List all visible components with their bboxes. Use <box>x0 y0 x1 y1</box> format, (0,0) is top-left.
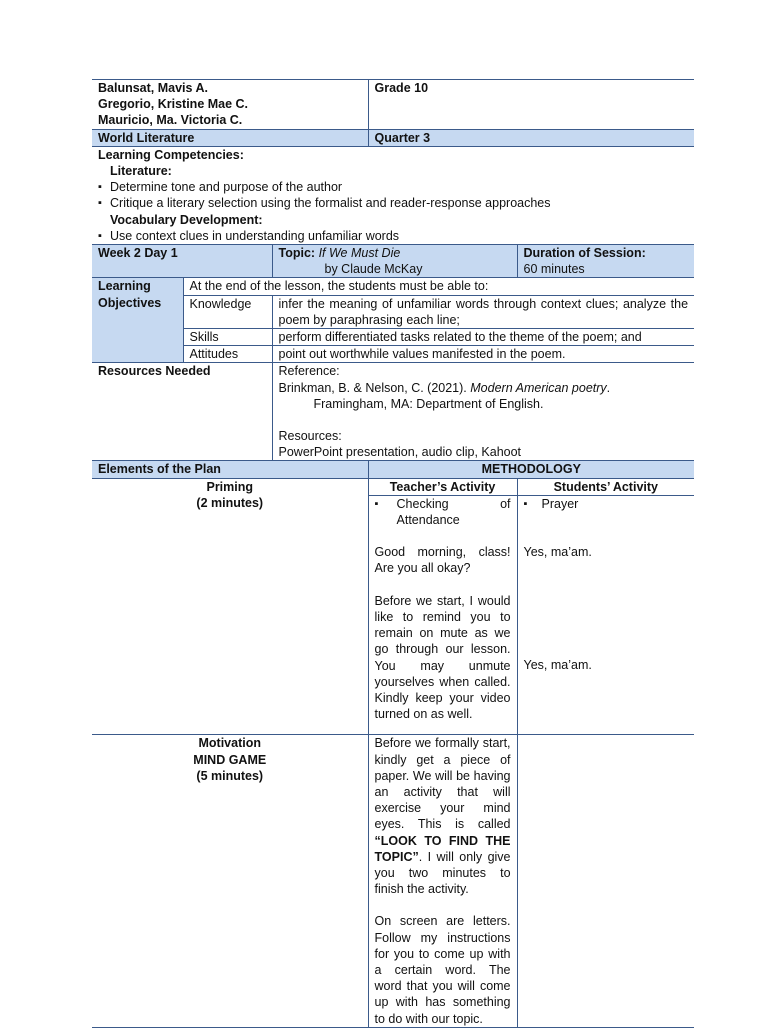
literature-label: Literature: <box>110 164 172 179</box>
reference-title: Modern American poetry <box>470 380 607 395</box>
lesson-plan-page <box>92 79 694 1028</box>
authors-cell <box>92 80 368 130</box>
objective-text: point out worthwhile values manifested in the poem. <box>272 346 694 363</box>
priming-header-row <box>92 478 694 495</box>
author-name: Balunsat, Mavis A. <box>98 81 208 95</box>
motivation-row <box>92 735 694 1027</box>
topic-title: If We Must Die <box>318 246 401 261</box>
motivation-paragraph: Before we formally start, kindly get a piece of paper. We will be having an activity that will exercise your mind eyes. This is called “LOOK TO FIND THE TOPIC”. I will only give you two minutes to finish the activity. <box>374 736 511 897</box>
objective-text: infer the meaning of unfamiliar words through context clues; analyze the poem by paraphrasing each line; <box>272 295 694 328</box>
duration-label: Duration of Session: <box>523 246 646 261</box>
priming-students-cell <box>517 495 694 734</box>
motivation-subtitle: MIND GAME <box>193 752 267 767</box>
lesson-plan-table <box>92 79 694 1028</box>
header-row <box>92 80 694 130</box>
topic-author: by Claude McKay <box>324 262 423 277</box>
motivation-paragraph: On screen are letters. Follow my instructions for you to come up with a certain word. The word that you will come up with has something to do with our topic. <box>374 914 511 1026</box>
week-day-label: Week 2 Day 1 <box>92 245 272 278</box>
objectives-intro-row <box>92 278 694 295</box>
vocab-label: Vocabulary Development: <box>110 212 263 227</box>
resources-text: PowerPoint presentation, audio clip, Kahoot <box>278 445 522 460</box>
activity-name: “LOOK TO FIND THE TOPIC” <box>374 833 511 864</box>
topic-cell <box>272 245 517 278</box>
subject-row <box>92 129 694 146</box>
resources-cell <box>272 363 694 461</box>
priming-title: Priming <box>206 479 254 494</box>
priming-teacher-reminder: Before we start, I would like to remind you to remain on mute as we go through our lesson. You may unmute yourselves when called. Kindly keep your video turned on as well. <box>374 593 511 722</box>
author-name: Gregorio, Kristine Mae C. <box>98 97 249 112</box>
reference-label: Reference: <box>278 364 340 379</box>
motivation-title: Motivation <box>198 736 261 751</box>
priming-student-response: Yes, ma’am. <box>523 545 592 560</box>
literature-list <box>98 179 688 211</box>
plan-header-row <box>92 461 694 478</box>
grade-cell: Grade 10 <box>368 80 694 130</box>
duration-value: 60 minutes <box>523 262 585 277</box>
objectives-intro: At the end of the lesson, the students must be able to: <box>183 278 694 295</box>
competencies-title: Learning Competencies: <box>98 147 244 162</box>
priming-label-cell <box>92 478 368 735</box>
objectives-label: Learning Objectives <box>92 278 183 363</box>
students-activity-header: Students’ Activity <box>517 478 694 495</box>
motivation-students-cell <box>517 735 694 1027</box>
objective-domain: Skills <box>183 329 272 346</box>
topic-label: Topic: <box>278 246 316 261</box>
session-row <box>92 245 694 278</box>
competencies-row <box>92 146 694 244</box>
list-item: ▪ Prayer <box>524 496 689 512</box>
priming-teacher-cell <box>368 495 517 734</box>
motivation-teacher-cell <box>368 735 517 1027</box>
objective-row <box>92 346 694 363</box>
reference-citation: Brinkman, B. & Nelson, C. (2021). Modern American poetry. <box>278 380 611 395</box>
quarter-label: Quarter 3 <box>368 129 694 146</box>
priming-time: (2 minutes) <box>196 495 264 510</box>
list-item: ▪ Critique a literary selection using the formalist and reader-response approaches <box>98 195 688 211</box>
objective-domain: Knowledge <box>183 295 272 328</box>
resources-sub-label: Resources: <box>278 429 342 444</box>
vocab-list <box>98 228 688 244</box>
reference-publisher: Framingham, MA: Department of English. <box>313 396 544 411</box>
priming-teacher-list <box>375 496 511 528</box>
list-item: ▪ Use context clues in understanding unfamiliar words <box>98 228 688 244</box>
methodology-label: METHODOLOGY <box>368 461 694 478</box>
elements-label: Elements of the Plan <box>92 461 368 478</box>
motivation-label-cell <box>92 735 368 1027</box>
priming-teacher-greeting: Good morning, class! Are you all okay? <box>374 545 511 576</box>
resources-row <box>92 363 694 461</box>
objective-text: perform differentiated tasks related to the theme of the poem; and <box>272 329 694 346</box>
list-item: ▪ Checking of Attendance <box>375 496 511 528</box>
teacher-activity-header: Teacher’s Activity <box>368 478 517 495</box>
list-item: ▪ Determine tone and purpose of the author <box>98 179 688 195</box>
duration-cell <box>517 245 694 278</box>
motivation-time: (5 minutes) <box>196 768 264 783</box>
priming-students-list <box>524 496 689 512</box>
competencies-cell <box>92 146 694 244</box>
objective-row <box>92 329 694 346</box>
priming-student-response: Yes, ma’am. <box>523 658 592 673</box>
author-name: Mauricio, Ma. Victoria C. <box>98 113 243 128</box>
objective-row <box>92 295 694 328</box>
subject-label: World Literature <box>92 129 368 146</box>
resources-label: Resources Needed <box>92 363 272 461</box>
objective-domain: Attitudes <box>183 346 272 363</box>
